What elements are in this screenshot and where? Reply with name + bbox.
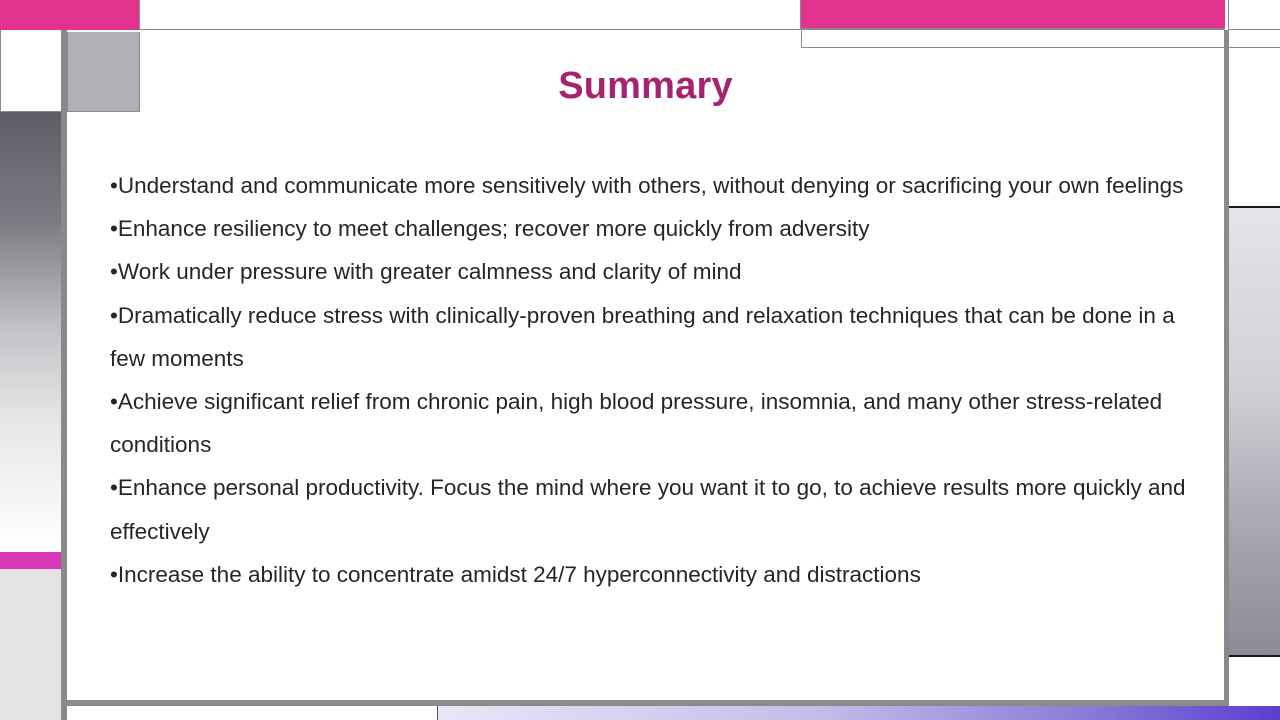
right-gradient-bar — [1229, 208, 1280, 657]
bullet-item: •Increase the ability to concentrate amidst 24/7 hyperconnectivity and distractions — [110, 561, 921, 587]
bullet-item: •Understand and communicate more sensitively with others, without denying or sacrificing your own feelings — [110, 173, 1184, 198]
left-pink-accent — [0, 552, 62, 569]
bullet-list — [110, 164, 1190, 596]
bullet-item: •Enhance personal productivity. Focus the mind where you want it to go, to achieve results more quickly and effectively — [110, 475, 1186, 544]
left-gradient-bar — [0, 112, 62, 552]
left-top-frame — [0, 30, 62, 112]
left-bottom-panel — [0, 569, 62, 720]
top-right-pink-bar — [801, 0, 1225, 30]
slide-title: Summary — [558, 65, 733, 107]
right-top-frame — [1229, 48, 1280, 208]
top-right-frame-line — [801, 30, 1280, 48]
left-vertical-divider — [61, 30, 67, 720]
top-center-frame — [139, 0, 801, 30]
top-left-pink-bar — [0, 0, 139, 30]
bullet-item: •Achieve significant relief from chronic pain, high blood pressure, insomnia, and many other stress-related conditions — [110, 389, 1163, 458]
top-far-right-frame — [1228, 0, 1280, 30]
bullet-item: •Work under pressure with greater calmness and clarity of mind — [110, 259, 742, 285]
bullet-item: •Enhance resiliency to meet challenges; recover more quickly from adversity — [110, 216, 870, 242]
bottom-purple-gradient-bar — [438, 706, 1280, 720]
bullet-item: •Dramatically reduce stress with clinically-proven breathing and relaxation techniques that can be done in a few moments — [110, 302, 1175, 371]
bottom-left-frame — [67, 706, 438, 720]
